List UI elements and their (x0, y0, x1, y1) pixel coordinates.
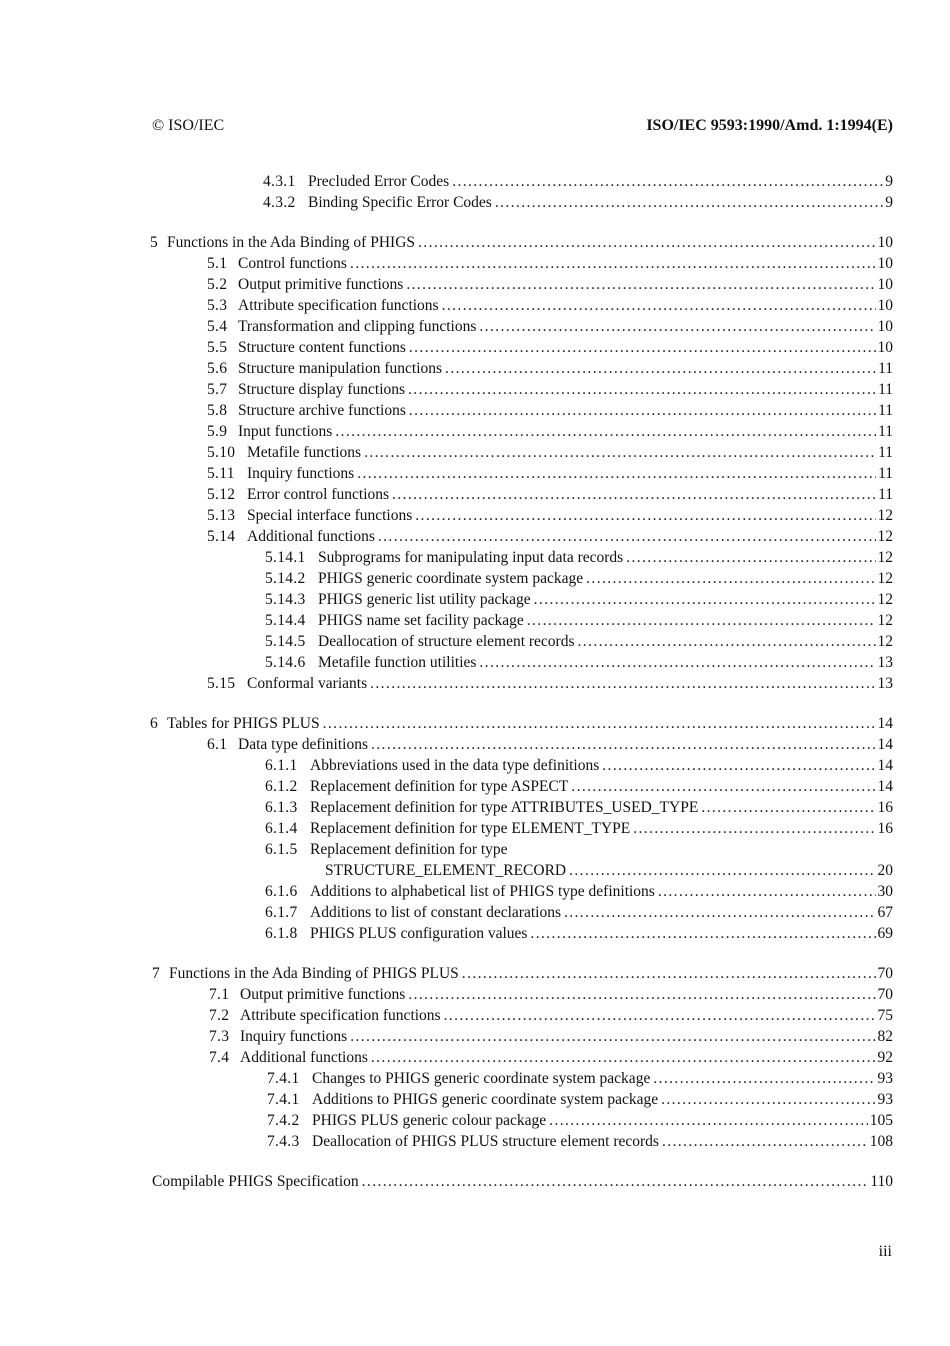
toc-entry-title: Conformal variants (247, 675, 368, 692)
toc-entry-title: Subprograms for manipulating input data records (318, 549, 624, 566)
toc-entry-number: 5.14.3 (265, 591, 306, 608)
toc-entry[interactable] (0, 734, 950, 755)
toc-entry-title: Functions in the Ada Binding of PHIGS (167, 234, 416, 251)
toc-entry-title: Deallocation of structure element records (318, 633, 575, 650)
toc-entry-number: 6.1.4 (265, 820, 298, 837)
leader-dots (495, 192, 883, 213)
leader-dots (586, 568, 875, 589)
toc-entry-number: 6.1.2 (265, 778, 298, 795)
toc-entry-page: 110 (870, 1173, 893, 1190)
toc-entry-title: Additions to PHIGS generic coordinate system package (312, 1091, 659, 1108)
header-copyright: © ISO/IEC (152, 117, 225, 134)
toc-entry-page: 82 (877, 1028, 893, 1045)
toc-entry-title: Attribute specification functions (240, 1007, 441, 1024)
leader-dots (602, 755, 875, 776)
leader-dots (571, 776, 875, 797)
toc-entry-page: 67 (877, 904, 893, 921)
toc-entry-multiline-tail[interactable] (0, 860, 950, 881)
toc-entry-number: 5.12 (207, 486, 236, 503)
toc-entry[interactable] (0, 1047, 950, 1068)
toc-entry-page: 11 (878, 444, 893, 461)
leader-dots (409, 337, 876, 358)
leader-dots (442, 295, 876, 316)
toc-entry-number: 5.2 (207, 276, 228, 293)
toc-entry-number: 7.4.1 (267, 1070, 300, 1087)
toc-entry-title: Replacement definition for type (310, 841, 508, 858)
toc-entry-page: 10 (877, 234, 893, 251)
toc-entry-number: 5.6 (207, 360, 228, 377)
leader-dots (444, 1005, 876, 1026)
toc-entry-page: 11 (878, 360, 893, 377)
toc-entry[interactable] (0, 232, 950, 253)
toc-entry-number: 5.10 (207, 444, 236, 461)
toc-entry-page: 20 (877, 862, 893, 879)
toc-entry-number: 6.1.6 (265, 883, 298, 900)
toc-entry[interactable] (0, 652, 950, 673)
toc-entry-title: Compilable PHIGS Specification (152, 1173, 359, 1190)
toc-entry[interactable] (0, 902, 950, 923)
toc-entry[interactable] (0, 713, 950, 734)
toc-entry[interactable] (0, 253, 950, 274)
toc-entry[interactable] (0, 1131, 950, 1152)
toc-entry[interactable] (0, 568, 950, 589)
toc-entry-number: 5.14 (207, 528, 236, 545)
toc-entry-page: 13 (877, 675, 893, 692)
toc-entry-page: 12 (877, 591, 893, 608)
header-standard-id: ISO/IEC 9593:1990/Amd. 1:1994(E) (646, 117, 893, 134)
toc-entry-number: 5.14.2 (265, 570, 306, 587)
toc-entry-page: 12 (877, 633, 893, 650)
leader-dots (409, 400, 876, 421)
page-number: iii (878, 1243, 892, 1260)
leader-dots (371, 734, 876, 755)
toc-entry[interactable] (0, 484, 950, 505)
toc-entry-page: 10 (877, 276, 893, 293)
toc-entry-title: Functions in the Ada Binding of PHIGS PLUS (169, 965, 459, 982)
toc-entry-title: Metafile function utilities (318, 654, 477, 671)
toc-entry[interactable] (0, 963, 950, 984)
leader-dots (362, 1171, 869, 1192)
leader-dots (335, 421, 876, 442)
toc-entry-page: 14 (877, 736, 893, 753)
toc-entry-title: Error control functions (247, 486, 390, 503)
leader-dots (653, 1068, 875, 1089)
leader-dots (479, 652, 875, 673)
toc-entry-number: 5.14.4 (265, 612, 306, 629)
toc-entry[interactable] (0, 295, 950, 316)
toc-entry-title: Additional functions (247, 528, 375, 545)
toc-entry-number: 5.14.5 (265, 633, 306, 650)
toc-entry-title: PHIGS generic coordinate system package (318, 570, 584, 587)
toc-entry-page: 70 (877, 965, 893, 982)
toc-entry-page: 69 (877, 925, 893, 942)
toc-entry-page: 11 (878, 486, 893, 503)
toc-entry[interactable] (0, 171, 950, 192)
toc-entry-title: Input functions (238, 423, 333, 440)
leader-dots (661, 1089, 875, 1110)
toc-entry-page: 14 (877, 778, 893, 795)
toc-entry[interactable] (0, 776, 950, 797)
toc-entry-number: 4.3.2 (263, 194, 296, 211)
toc-entry[interactable] (0, 358, 950, 379)
toc-entry-page: 11 (878, 381, 893, 398)
toc-entry-title: PHIGS generic list utility package (318, 591, 531, 608)
toc-entry-number: 5.13 (207, 507, 236, 524)
leader-dots (392, 484, 876, 505)
toc-entry-number: 5.5 (207, 339, 228, 356)
toc-entry-number: 7.4.2 (267, 1112, 300, 1129)
toc-entry[interactable] (0, 673, 950, 694)
leader-dots (658, 881, 876, 902)
leader-dots (452, 171, 883, 192)
toc-entry-number: 5.14.6 (265, 654, 306, 671)
toc-entry[interactable] (0, 547, 950, 568)
toc-entry-page: 12 (877, 528, 893, 545)
toc-entry-page: 93 (877, 1070, 893, 1087)
toc-entry-title: Structure display functions (238, 381, 406, 398)
toc-entry-number: 6.1.1 (265, 757, 298, 774)
toc-entry[interactable] (0, 463, 950, 484)
table-of-contents (0, 171, 950, 1192)
toc-entry-number: 7.2 (209, 1007, 230, 1024)
leader-dots (323, 713, 876, 734)
toc-entry-page: 11 (878, 423, 893, 440)
toc-entry-title: Inquiry functions (240, 1028, 348, 1045)
toc-entry[interactable] (0, 1171, 950, 1192)
leader-dots (578, 631, 876, 652)
toc-entry-title: Deallocation of PHIGS PLUS structure element records (312, 1133, 659, 1150)
toc-entry[interactable] (0, 755, 950, 776)
toc-entry-title: Output primitive functions (238, 276, 404, 293)
toc-entry[interactable] (0, 1110, 950, 1131)
toc-entry-page: 11 (878, 465, 893, 482)
toc-entry-page: 9 (885, 194, 893, 211)
toc-entry[interactable] (0, 1089, 950, 1110)
toc-entry-title: Attribute specification functions (238, 297, 439, 314)
toc-entry-page: 16 (877, 799, 893, 816)
toc-entry-page: 10 (877, 318, 893, 335)
leader-dots (530, 923, 875, 944)
toc-entry-page: 11 (878, 402, 893, 419)
toc-entry-number: 6.1.3 (265, 799, 298, 816)
leader-dots (564, 902, 876, 923)
toc-entry-page: 75 (877, 1007, 893, 1024)
leader-dots (549, 1110, 868, 1131)
toc-entry-title: Data type definitions (238, 736, 368, 753)
toc-entry[interactable] (0, 610, 950, 631)
leader-dots (408, 379, 876, 400)
toc-entry-title: Structure content functions (238, 339, 406, 356)
toc-entry-title: PHIGS PLUS generic colour package (312, 1112, 547, 1129)
toc-entry[interactable] (0, 923, 950, 944)
leader-dots (569, 860, 875, 881)
toc-entry-number: 5.4 (207, 318, 228, 335)
leader-dots (418, 232, 875, 253)
toc-entry-page: 16 (877, 820, 893, 837)
toc-entry-title: Additions to alphabetical list of PHIGS type definitions (310, 883, 655, 900)
leader-dots (408, 984, 875, 1005)
leader-dots (701, 797, 875, 818)
toc-entry-title: Output primitive functions (240, 986, 406, 1003)
toc-entry-number: 6.1.8 (265, 925, 298, 942)
toc-entry[interactable] (0, 192, 950, 213)
toc-entry-title: Tables for PHIGS PLUS (167, 715, 320, 732)
toc-entry[interactable] (0, 797, 950, 818)
toc-entry-number: 5 (150, 234, 159, 251)
toc-entry-number: 5.3 (207, 297, 228, 314)
toc-entry-page: 14 (877, 715, 893, 732)
toc-entry-title: Inquiry functions (247, 465, 355, 482)
toc-entry-number: 6 (150, 715, 159, 732)
leader-dots (406, 274, 875, 295)
toc-entry[interactable] (0, 421, 950, 442)
toc-entry[interactable] (0, 1026, 950, 1047)
leader-dots (527, 610, 876, 631)
leader-dots (364, 442, 876, 463)
toc-entry-title: Replacement definition for type ASPECT (310, 778, 569, 795)
leader-dots (662, 1131, 868, 1152)
leader-dots (350, 1026, 875, 1047)
toc-entry-page: 105 (869, 1112, 893, 1129)
toc-entry-title: Special interface functions (247, 507, 413, 524)
toc-entry-number: 4.3.1 (263, 173, 296, 190)
leader-dots (378, 526, 876, 547)
toc-entry-page: 14 (877, 757, 893, 774)
toc-entry-page: 12 (877, 570, 893, 587)
toc-entry-page: 92 (877, 1049, 893, 1066)
toc-entry[interactable] (0, 400, 950, 421)
toc-entry[interactable] (0, 1068, 950, 1089)
toc-entry-number: 7.4.1 (267, 1091, 300, 1108)
toc-entry-number: 7.1 (209, 986, 230, 1003)
toc-entry-title: Changes to PHIGS generic coordinate system package (312, 1070, 651, 1087)
leader-dots (415, 505, 875, 526)
leader-dots (445, 358, 876, 379)
toc-entry[interactable] (0, 316, 950, 337)
toc-entry-number: 5.9 (207, 423, 228, 440)
toc-entry[interactable] (0, 274, 950, 295)
toc-entry-page: 12 (877, 549, 893, 566)
toc-entry-title: Abbreviations used in the data type definitions (310, 757, 600, 774)
leader-dots (534, 589, 876, 610)
toc-entry-title: Binding Specific Error Codes (308, 194, 492, 211)
toc-entry-page: 10 (877, 297, 893, 314)
toc-entry[interactable] (0, 526, 950, 547)
toc-entry-page: 108 (869, 1133, 893, 1150)
toc-entry-title: Control functions (238, 255, 347, 272)
toc-entry[interactable] (0, 1005, 950, 1026)
toc-entry-page: 93 (877, 1091, 893, 1108)
toc-entry-title: Replacement definition for type ATTRIBUTES_USED_TYPE (310, 799, 699, 816)
leader-dots (626, 547, 875, 568)
toc-entry[interactable] (0, 589, 950, 610)
toc-entry-title-continuation: STRUCTURE_ELEMENT_RECORD (325, 862, 567, 879)
toc-entry-page: 12 (877, 612, 893, 629)
leader-dots (371, 1047, 876, 1068)
toc-entry-number: 7 (152, 965, 161, 982)
leader-dots (357, 463, 876, 484)
toc-entry[interactable] (0, 631, 950, 652)
leader-dots (633, 818, 875, 839)
toc-entry-number: 5.14.1 (265, 549, 306, 566)
toc-entry-page: 10 (877, 339, 893, 356)
toc-entry-number: 7.4 (209, 1049, 230, 1066)
toc-entry-number: 5.7 (207, 381, 228, 398)
toc-entry-title: PHIGS name set facility package (318, 612, 524, 629)
toc-entry-title: Additions to list of constant declarations (310, 904, 561, 921)
toc-entry-number: 5.11 (207, 465, 235, 482)
toc-entry-number: 5.1 (207, 255, 228, 272)
toc-entry-title: Transformation and clipping functions (238, 318, 477, 335)
toc-entry-title: Additional functions (240, 1049, 368, 1066)
toc-entry-page: 70 (877, 986, 893, 1003)
toc-entry-page: 10 (877, 255, 893, 272)
toc-entry[interactable] (0, 881, 950, 902)
toc-entry-number: 7.4.3 (267, 1133, 300, 1150)
toc-entry-page: 9 (885, 173, 893, 190)
toc-entry-number: 6.1 (207, 736, 228, 753)
toc-entry-title: Precluded Error Codes (308, 173, 450, 190)
toc-entry-number: 6.1.5 (265, 841, 298, 858)
toc-entry[interactable] (0, 984, 950, 1005)
toc-entry-page: 12 (877, 507, 893, 524)
toc-entry[interactable] (0, 505, 950, 526)
leader-dots (462, 963, 876, 984)
leader-dots (479, 316, 875, 337)
toc-entry-page: 13 (877, 654, 893, 671)
leader-dots (350, 253, 876, 274)
toc-entry-page: 30 (877, 883, 893, 900)
toc-entry-title: Structure archive functions (238, 402, 406, 419)
toc-entry[interactable] (0, 337, 950, 358)
leader-dots (370, 673, 875, 694)
toc-entry-multiline-head[interactable] (0, 839, 950, 860)
toc-entry-number: 5.8 (207, 402, 228, 419)
toc-entry-title: Replacement definition for type ELEMENT_TYPE (310, 820, 631, 837)
toc-entry-number: 5.15 (207, 675, 236, 692)
toc-entry-number: 7.3 (209, 1028, 230, 1045)
toc-entry-title: Metafile functions (247, 444, 362, 461)
toc-entry-number: 6.1.7 (265, 904, 298, 921)
toc-entry-title: PHIGS PLUS configuration values (310, 925, 528, 942)
toc-entry[interactable] (0, 442, 950, 463)
toc-entry[interactable] (0, 818, 950, 839)
toc-entry-title: Structure manipulation functions (238, 360, 443, 377)
toc-entry[interactable] (0, 379, 950, 400)
